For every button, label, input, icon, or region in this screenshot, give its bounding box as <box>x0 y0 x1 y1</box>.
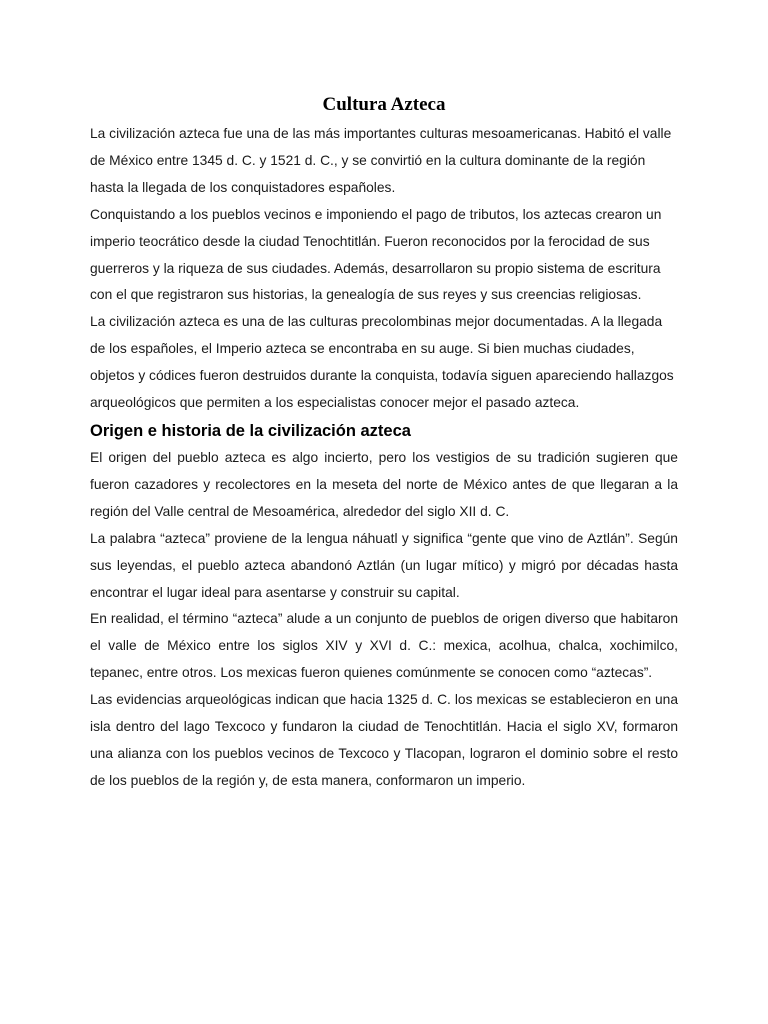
section-paragraph-3: En realidad, el término “azteca” alude a un conjunto de pueblos de origen diverso que habitaron el valle de México entre los siglos XIV y XVI d. C.: mexica, acolhua, chalca, xochimilco, tepanec, entre otros. Los mexicas fueron quienes comúnmente se conocen como “aztecas”. <box>90 611 678 681</box>
section-paragraph-2: La palabra “azteca” proviene de la lengua náhuatl y significa “gente que vino de Aztlán”. Según sus leyendas, el pueblo azteca abandonó Aztlán (un lugar mítico) y migró por décadas hasta encontrar el lugar ideal para asentarse y construir su capital. <box>90 530 678 600</box>
document-title: Cultura Azteca <box>322 94 446 115</box>
intro-paragraph-2: Conquistando a los pueblos vecinos e imponiendo el pago de tributos, los aztecas crearon un imperio teocrático desde la ciudad Tenochtitlán. Fueron reconocidos por la ferocidad de sus guerreros y la riqueza de sus ciudades. Además, desarrollaron su propio sistema de escritura con el que registraron sus historias, la genealogía de sus reyes y sus creencias religiosas. <box>90 206 662 303</box>
intro-section <box>90 121 678 417</box>
intro-paragraph-3: La civilización azteca es una de las culturas precolombinas mejor documentadas. A la llegada de los españoles, el Imperio azteca se encontraba en su auge. Si bien muchas ciudades, objetos y códices fueron destruidos durante la conquista, todavía siguen apareciendo hallazgos arqueológicos que permiten a los especialistas conocer mejor el pasado azteca. <box>90 314 674 411</box>
section-heading: Origen e historia de la civilización azteca <box>90 421 411 440</box>
document-page <box>90 92 678 795</box>
origin-section <box>90 445 678 795</box>
section-paragraph-1: El origen del pueblo azteca es algo incierto, pero los vestigios de su tradición sugieren que fueron cazadores y recolectores en la meseta del norte de México antes de que llegaran a la región del Valle central de Mesoamérica, alrededor del siglo XII d. C. <box>90 449 678 519</box>
intro-paragraph-1: La civilización azteca fue una de las más importantes culturas mesoamericanas. Habitó el valle de México entre 1345 d. C. y 1521 d. C., y se convirtió en la cultura dominante de la región hasta la llegada de los conquistadores españoles. <box>90 126 672 195</box>
section-paragraph-4: Las evidencias arqueológicas indican que hacia 1325 d. C. los mexicas se establecieron en una isla dentro del lago Texcoco y fundaron la ciudad de Tenochtitlán. Hacia el siglo XV, formaron una alianza con los pueblos vecinos de Texcoco y Tlacopan, lograron el dominio sobre el resto de los pueblos de la región y, de esta manera, conformaron un imperio. <box>90 692 678 788</box>
